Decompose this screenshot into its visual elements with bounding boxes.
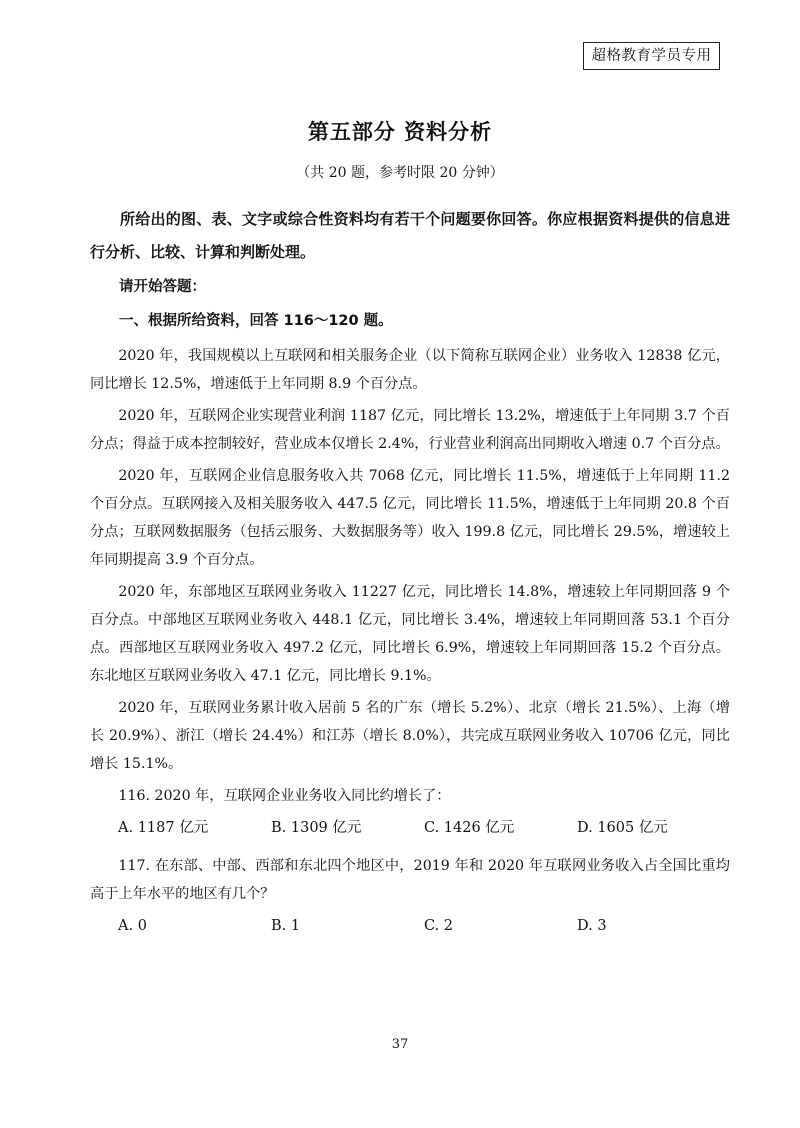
material-paragraph: 2020 年，互联网企业信息服务收入共 7068 亿元，同比增长 11.5%，增速低于上年同期 11.2 个百分点。互联网接入及相关服务收入 447.5 亿元，同比增长 11.5%，增速低于上年同期 20.8 个百分点；互联网数据服务（包括云服务、大数据服务等）收入 199.8 亿元，同比增长 29.5%，增速较上年同期提高 3.9 个百分点。 [90, 468, 730, 568]
section-title: 第五部分 资料分析 [307, 120, 493, 144]
question-117: 117. 在东部、中部、西部和东北四个地区中，2019 年和 2020 年互联网业务收入占全国比重均高于上年水平的地区有几个？ [90, 858, 730, 902]
material-paragraph: 2020 年，东部地区互联网业务收入 11227 亿元，同比增长 14.8%，增速较上年同期回落 9 个百分点。中部地区互联网业务收入 448.1 亿元，同比增长 3.4%，增速较上年同期回落 53.1 个百分点。西部地区互联网业务收入 497.2 亿元，同比增长 6.9%，增速较上年同期回落 15.2 个百分点。东北地区互联网业务收入 47.1 亿元，同比增长 9.1%。 [90, 584, 730, 684]
option-b: B. 1 [271, 918, 301, 934]
option-a: A. 0 [118, 918, 147, 934]
question-group-heading: 一、根据所给资料，回答 116～120 题。 [119, 313, 393, 329]
option-d: D. 1605 亿元 [577, 820, 668, 836]
usage-stamp: 超格教育学员专用 [583, 42, 720, 70]
question-116: 116. 2020 年，互联网企业业务收入同比约增长了： [118, 788, 451, 804]
section-subtitle: （共 20 题，参考时限 20 分钟） [296, 165, 504, 181]
question-116-options [90, 814, 730, 842]
question-117-options [90, 912, 730, 940]
option-c: C. 2 [424, 918, 454, 934]
page-number: 37 [391, 1037, 409, 1052]
instructions: 所给出的图、表、文字或综合性资料均有若干个问题要你回答。你应根据资料提供的信息进行分析、比较、计算和判断处理。 [90, 210, 730, 261]
material-paragraph: 2020 年，互联网业务累计收入居前 5 名的广东（增长 5.2%）、北京（增长 21.5%）、上海（增长 20.9%）、浙江（增长 24.4%）和江苏（增长 8.0%），共完成互联网业务收入 10706 亿元，同比增长 15.1%。 [90, 700, 730, 772]
content [90, 203, 730, 950]
option-d: D. 3 [577, 918, 607, 934]
option-c: C. 1426 亿元 [424, 820, 515, 836]
start-prompt: 请开始答题： [119, 279, 206, 295]
option-b: B. 1309 亿元 [271, 820, 362, 836]
option-a: A. 1187 亿元 [118, 820, 209, 836]
material-paragraph: 2020 年，互联网企业实现营业利润 1187 亿元，同比增长 13.2%，增速低于上年同期 3.7 个百分点；得益于成本控制较好，营业成本仅增长 2.4%，行业营业利润高出同期收入增速 0.7 个百分点。 [90, 408, 730, 452]
material-paragraph: 2020 年，我国规模以上互联网和相关服务企业（以下简称互联网企业）业务收入 12838 亿元，同比增长 12.5%，增速低于上年同期 8.9 个百分点。 [90, 348, 730, 392]
